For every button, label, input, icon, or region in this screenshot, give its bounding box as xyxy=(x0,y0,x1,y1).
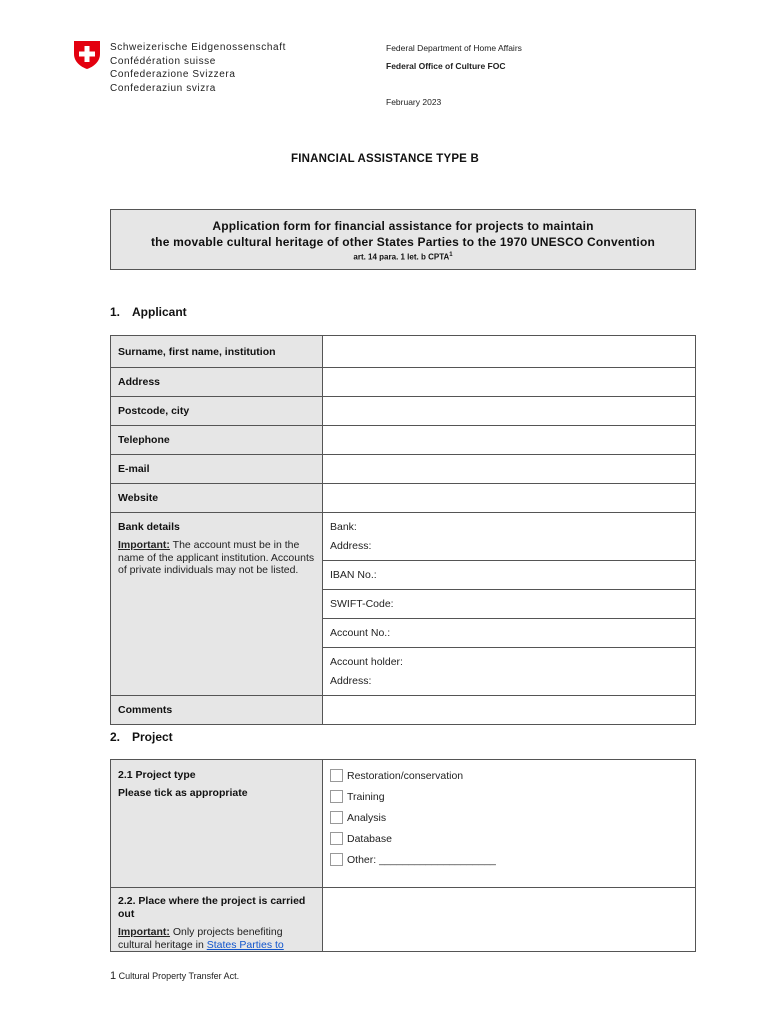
form-title-box xyxy=(110,209,696,270)
applicant-table xyxy=(110,335,696,725)
label-website: Website xyxy=(118,492,159,504)
table-row xyxy=(111,696,696,725)
bank-name-label: Bank: xyxy=(330,520,357,533)
option-label: Restoration/conservation xyxy=(347,769,464,782)
checkbox[interactable] xyxy=(330,853,343,866)
telephone-field[interactable] xyxy=(323,426,696,455)
row-label xyxy=(111,397,323,426)
option-training[interactable] xyxy=(330,786,688,807)
iban-field[interactable] xyxy=(323,561,696,590)
checkbox[interactable] xyxy=(330,790,343,803)
bank-details-label-cell xyxy=(111,513,323,696)
holder-cell xyxy=(330,648,688,695)
label-bank-details: Bank details xyxy=(118,521,180,533)
place-label-cell xyxy=(111,888,323,952)
footnote-marker: 1 xyxy=(449,252,453,258)
table-row xyxy=(111,484,696,513)
website-field[interactable] xyxy=(323,484,696,513)
row-label xyxy=(111,484,323,513)
legal-reference xyxy=(111,252,695,262)
label-telephone: Telephone xyxy=(118,434,170,446)
option-label: Database xyxy=(347,832,392,845)
bank-field[interactable] xyxy=(323,513,696,561)
email-field[interactable] xyxy=(323,455,696,484)
important-text: The account must be in the name of the applicant institution. Accounts of private individuals may not be listed. xyxy=(118,539,315,576)
confed-line-it: Confederazione Svizzera xyxy=(110,69,236,80)
label-address: Address xyxy=(118,376,161,388)
footnote-number: 1 xyxy=(110,970,117,982)
iban-label: IBAN No.: xyxy=(330,568,377,581)
bank-important-note xyxy=(118,539,315,577)
project-table xyxy=(110,759,696,952)
checkbox[interactable] xyxy=(330,769,343,782)
option-label: Other: ____________________ xyxy=(347,853,496,866)
table-row xyxy=(111,368,696,397)
label-postcode: Postcode, city xyxy=(118,405,190,417)
swift-field[interactable] xyxy=(323,590,696,619)
label-comments: Comments xyxy=(118,704,173,716)
important-text: Only projects benefiting cultural heritage in xyxy=(118,926,283,951)
table-row xyxy=(111,888,696,952)
table-row xyxy=(111,336,696,368)
states-parties-link[interactable]: States Parties to xyxy=(206,938,284,951)
place-important-note xyxy=(118,926,315,951)
account-holder-field[interactable] xyxy=(323,648,696,696)
confed-line-fr: Confédération suisse xyxy=(110,55,216,67)
comments-field[interactable] xyxy=(323,696,696,725)
department-name: Federal Department of Home Affairs xyxy=(386,43,522,53)
account-holder-label: Account holder: xyxy=(330,655,403,668)
confederation-names xyxy=(110,41,286,95)
account-no-label: Account No.: xyxy=(330,626,391,639)
important-label: Important: xyxy=(118,539,170,551)
document-date: February 2023 xyxy=(386,97,442,107)
confed-line-de: Schweizerische Eidgenossenschaft xyxy=(110,42,286,53)
checkbox[interactable] xyxy=(330,832,343,845)
address-field[interactable] xyxy=(323,368,696,397)
option-analysis[interactable] xyxy=(330,807,688,828)
footnote-text: Cultural Property Transfer Act. xyxy=(116,971,240,981)
section-2-number: 2. xyxy=(110,730,121,744)
row-label xyxy=(111,426,323,455)
place-field[interactable] xyxy=(323,888,696,952)
section-2-heading xyxy=(110,730,173,744)
row-label xyxy=(111,336,323,368)
postcode-field[interactable] xyxy=(323,397,696,426)
table-row xyxy=(111,760,696,888)
footnote xyxy=(110,970,239,982)
project-type-options xyxy=(323,760,696,888)
option-other[interactable] xyxy=(330,849,688,870)
account-no-field[interactable] xyxy=(323,619,696,648)
section-1-number: 1. xyxy=(110,305,121,319)
swift-label: SWIFT-Code: xyxy=(330,597,394,610)
form-title-line2: the movable cultural heritage of other States Parties to the 1970 UNESCO Convention xyxy=(150,235,656,249)
bank-address-label: Address: xyxy=(330,539,372,552)
project-type-label: 2.1 Project type xyxy=(118,769,196,781)
option-database[interactable] xyxy=(330,828,688,849)
legal-reference-text: art. 14 para. 1 let. b CPTA xyxy=(353,252,450,262)
document-title: FINANCIAL ASSISTANCE TYPE B xyxy=(291,153,479,165)
option-label: Training xyxy=(347,790,385,803)
table-row xyxy=(111,455,696,484)
option-label: Analysis xyxy=(347,811,387,824)
section-1-title: Applicant xyxy=(132,305,187,319)
swiss-crest-logo xyxy=(73,40,101,70)
surname-field[interactable] xyxy=(323,336,696,368)
checkbox[interactable] xyxy=(330,811,343,824)
section-1-heading xyxy=(110,305,187,319)
project-type-hint: Please tick as appropriate xyxy=(118,787,248,799)
section-2-title: Project xyxy=(132,730,173,744)
label-email: E-mail xyxy=(118,463,150,475)
label-surname: Surname, first name, institution xyxy=(118,345,276,358)
row-label xyxy=(111,368,323,397)
row-label xyxy=(111,696,323,725)
form-title-line1: Application form for financial assistance for projects to maintain xyxy=(212,219,594,233)
option-restoration[interactable] xyxy=(330,765,688,786)
place-label: 2.2. Place where the project is carried out xyxy=(118,895,306,920)
office-name: Federal Office of Culture FOC xyxy=(386,61,506,71)
row-label xyxy=(111,455,323,484)
bank-cell xyxy=(330,513,688,560)
important-label: Important: xyxy=(118,926,170,938)
table-row xyxy=(111,426,696,455)
table-row xyxy=(111,397,696,426)
table-row xyxy=(111,513,696,561)
confed-line-rm: Confederaziun svizra xyxy=(110,82,216,94)
holder-address-label: Address: xyxy=(330,674,372,687)
project-type-label-cell xyxy=(111,760,323,888)
